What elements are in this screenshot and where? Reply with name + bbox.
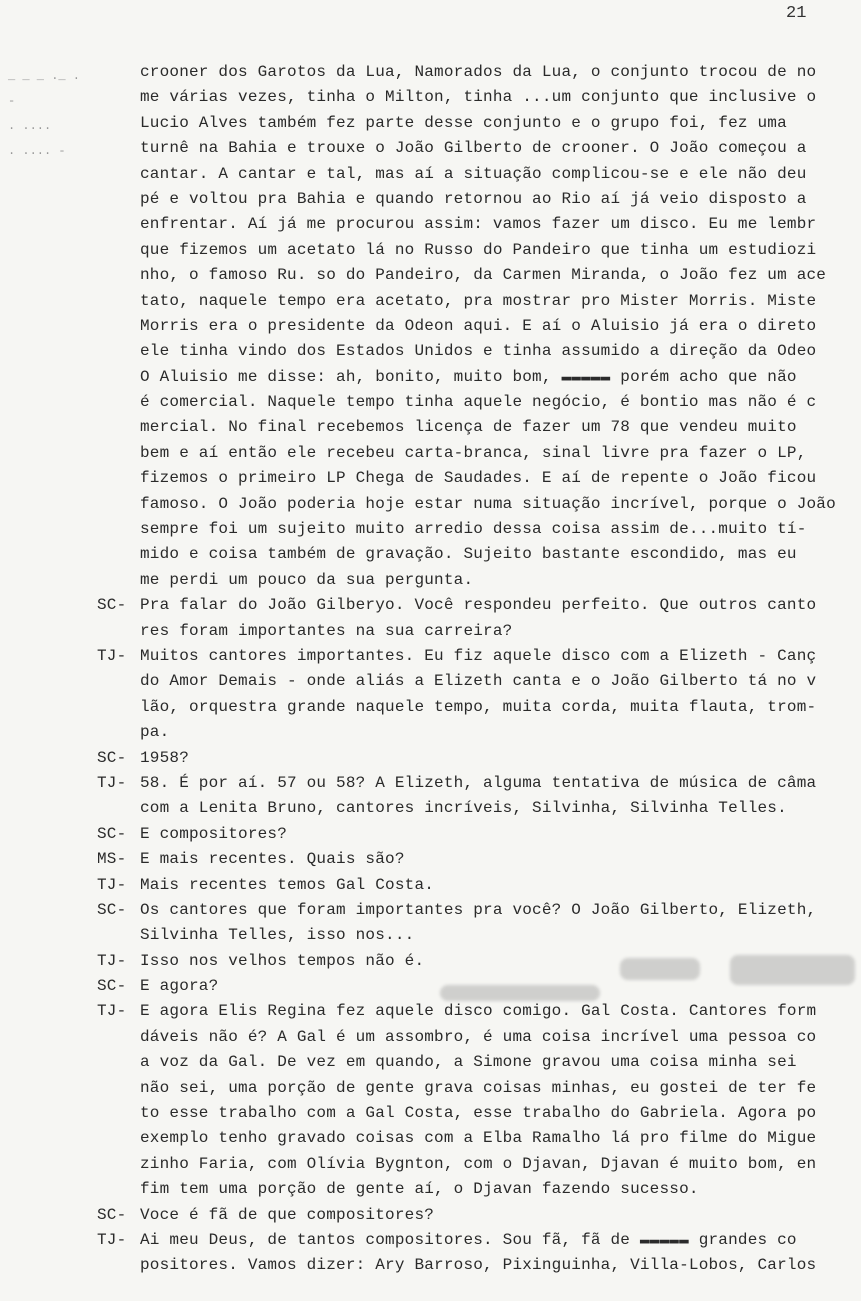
transcript-line: [0, 746, 861, 771]
transcript-line: [0, 1076, 861, 1101]
line-text: Lucio Alves também fez parte desse conjunto e o grupo foi, fez uma: [140, 113, 787, 132]
line-text: exemplo tenho gravado coisas com a Elba Ramalho lá pro filme do Migue: [140, 1129, 817, 1148]
transcript-line: [0, 314, 861, 339]
line-text: Ai meu Deus, de tantos compositores. Sou fã, fã de ▬▬▬▬▬ grandes co: [140, 1230, 797, 1249]
speaker-label: SC-: [97, 824, 127, 843]
line-text: 1958?: [140, 748, 190, 767]
line-text: famoso. O João poderia hoje estar numa situação incrível, porque o João: [140, 494, 836, 513]
transcript-line: [0, 542, 861, 567]
line-text: crooner dos Garotos da Lua, Namorados da Lua, o conjunto trocou de no: [140, 63, 817, 81]
line-text: Voce é fã de que compositores?: [140, 1205, 435, 1224]
transcript-line: [0, 162, 861, 187]
speaker-label: TJ-: [97, 646, 127, 665]
line-text: Mais recentes temos Gal Costa.: [140, 875, 435, 894]
transcript-line: [0, 1177, 861, 1202]
transcript-line: [0, 60, 861, 85]
transcript-line: [0, 1203, 861, 1228]
transcript-line: [0, 923, 861, 948]
page-number: 21: [786, 4, 807, 23]
transcript-line: [0, 847, 861, 872]
line-text: Muitos cantores importantes. Eu fiz aquele disco com a Elizeth - Canç: [140, 646, 817, 665]
line-text: fim tem uma porção de gente aí, o Djavan fazendo sucesso.: [140, 1180, 699, 1199]
transcript-line: [0, 1228, 861, 1253]
transcript-line: [0, 466, 861, 491]
transcript-line: [0, 339, 861, 364]
line-text: res foram importantes na sua carreira?: [140, 621, 513, 640]
transcript-line: [0, 1101, 861, 1126]
line-text: turnê na Bahia e trouxe o João Gilberto de crooner. O João começou a: [140, 139, 807, 158]
transcript-line: [0, 111, 861, 136]
line-text: não sei, uma porção de gente grava coisas minhas, eu gostei de ter fe: [140, 1078, 817, 1097]
transcript-line: [0, 644, 861, 669]
margin-mark: . ....: [8, 119, 52, 133]
line-text: que fizemos um acetato lá no Russo do Pandeiro que tinha um estudiozi: [140, 240, 817, 259]
line-text: E agora?: [140, 977, 219, 996]
speaker-label: TJ-: [97, 1002, 127, 1021]
line-text: Morris era o presidente da Odeon aqui. E aí o Aluisio já era o direto: [140, 316, 817, 335]
transcript-line: [0, 492, 861, 517]
speaker-label: TJ-: [97, 875, 127, 894]
line-text: sempre foi um sujeito muito arredio dessa coisa assim de...muito tí-: [140, 520, 807, 539]
transcript-line: [0, 1152, 861, 1177]
transcript-line: [0, 771, 861, 796]
line-text: positores. Vamos dizer: Ary Barroso, Pixinguinha, Villa-Lobos, Carlos: [140, 1256, 817, 1275]
speaker-label: MS-: [97, 850, 127, 869]
transcript-line: [0, 999, 861, 1024]
line-text: Isso nos velhos tempos não é.: [140, 951, 425, 970]
transcript-line: [0, 1253, 861, 1278]
line-text: a voz da Gal. De vez em quando, a Simone gravou uma coisa minha sei: [140, 1053, 797, 1072]
transcript-line: [0, 822, 861, 847]
transcript-line: [0, 289, 861, 314]
line-text: cantar. A cantar e tal, mas aí a situação complicou-se e ele não deu: [140, 164, 807, 183]
line-text: bem e aí então ele recebeu carta-branca, sinal livre pra fazer o LP,: [140, 443, 807, 462]
line-text: Silvinha Telles, isso nos...: [140, 926, 415, 945]
transcript-line: [0, 441, 861, 466]
transcript-line: [0, 517, 861, 542]
transcript-line: [0, 796, 861, 821]
line-text: me perdi um pouco da sua pergunta.: [140, 570, 474, 589]
line-text: mido e coisa também de gravação. Sujeito bastante escondido, mas eu: [140, 545, 797, 564]
transcript-line: [0, 974, 861, 999]
line-text: Pra falar do João Gilberyo. Você respondeu perfeito. Que outros canto: [140, 596, 817, 615]
line-text: com a Lenita Bruno, cantores incríveis, Silvinha, Silvinha Telles.: [140, 799, 787, 818]
speaker-label: SC-: [97, 1205, 127, 1224]
speaker-label: SC-: [97, 596, 127, 615]
margin-mark: -: [8, 94, 16, 108]
transcript-line: [0, 1126, 861, 1151]
transcript-line: [0, 390, 861, 415]
speaker-label: TJ-: [97, 951, 127, 970]
line-text: 58. É por aí. 57 ou 58? A Elizeth, alguma tentativa de música de câma: [140, 773, 817, 792]
transcript-line: [0, 695, 861, 720]
speaker-label: SC-: [97, 900, 127, 919]
line-text: zinho Faria, com Olívia Bygnton, com o Djavan, Djavan é muito bom, en: [140, 1154, 817, 1173]
transcript-line: [0, 187, 861, 212]
line-text: Os cantores que foram importantes pra você? O João Gilberto, Elizeth,: [140, 900, 817, 919]
line-text: ele tinha vindo dos Estados Unidos e tinha assumido a direção da Odeo: [140, 342, 817, 361]
speaker-label: SC-: [97, 748, 127, 767]
line-text: mercial. No final recebemos licença de fazer um 78 que vendeu muito: [140, 418, 797, 437]
transcript-line: [0, 873, 861, 898]
line-text: do Amor Demais - onde aliás a Elizeth canta e o João Gilberto tá no v: [140, 672, 817, 691]
speaker-label: SC-: [97, 977, 127, 996]
line-text: E mais recentes. Quais são?: [140, 850, 405, 869]
line-text: pa.: [140, 723, 170, 742]
margin-mark: _ _ _ ._ .: [8, 69, 81, 83]
line-text: enfrentar. Aí já me procurou assim: vamos fazer um disco. Eu me lembr: [140, 215, 817, 234]
line-text: é comercial. Naquele tempo tinha aquele negócio, é bontio mas não é c: [140, 393, 817, 412]
transcript-line: [0, 669, 861, 694]
line-text: pé e voltou pra Bahia e quando retornou ao Rio aí já veio disposto a: [140, 189, 807, 208]
speaker-label: TJ-: [97, 1230, 127, 1249]
transcript-line: [0, 619, 861, 644]
transcript-line: [0, 1025, 861, 1050]
line-text: E compositores?: [140, 824, 288, 843]
line-text: E agora Elis Regina fez aquele disco comigo. Gal Costa. Cantores form: [140, 1002, 817, 1021]
line-text: me várias vezes, tinha o Milton, tinha ...um conjunto que inclusive o: [140, 88, 817, 107]
transcript-line: [0, 949, 861, 974]
line-text: to esse trabalho com a Gal Costa, esse trabalho do Gabriela. Agora po: [140, 1104, 817, 1123]
transcript-line: [0, 593, 861, 618]
transcript-line: [0, 263, 861, 288]
speaker-label: TJ-: [97, 773, 127, 792]
line-text: nho, o famoso Ru. so do Pandeiro, da Carmen Miranda, o João fez um ace: [140, 266, 827, 285]
transcript-line: [0, 85, 861, 110]
transcript-line: [0, 1050, 861, 1075]
transcript-line: [0, 415, 861, 440]
transcript-line: [0, 136, 861, 161]
transcript-line: [0, 238, 861, 263]
line-text: lão, orquestra grande naquele tempo, muita corda, muita flauta, trom-: [140, 697, 817, 716]
transcript-line: [0, 720, 861, 745]
transcript-line: [0, 365, 861, 390]
transcript-line: [0, 898, 861, 923]
margin-mark: . .... -: [8, 144, 66, 158]
line-text: O Aluisio me disse: ah, bonito, muito bom, ▬▬▬▬▬ porém acho que não: [140, 367, 797, 386]
line-text: dáveis não é? A Gal é um assombro, é uma coisa incrível uma pessoa co: [140, 1027, 817, 1046]
line-text: fizemos o primeiro LP Chega de Saudades. E aí de repente o João ficou: [140, 469, 817, 488]
transcript-lines: [0, 60, 861, 1279]
transcript-line: [0, 212, 861, 237]
transcript-line: [0, 568, 861, 593]
line-text: tato, naquele tempo era acetato, pra mostrar pro Mister Morris. Miste: [140, 291, 817, 310]
